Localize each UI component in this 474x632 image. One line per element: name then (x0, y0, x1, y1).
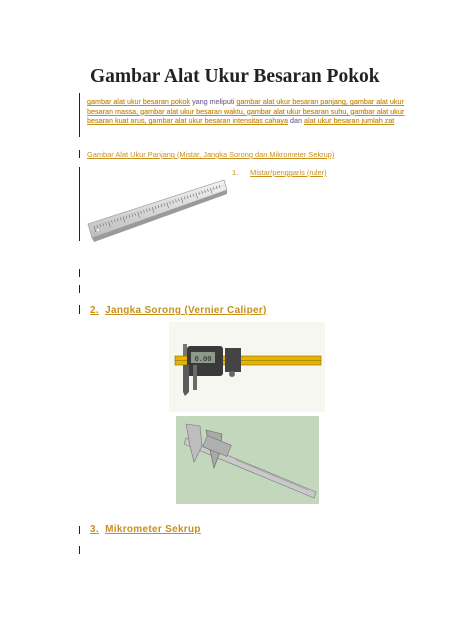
section-2-link[interactable]: Jangka Sorong (Vernier Caliper) (105, 305, 267, 316)
page-title: Gambar Alat Ukur Besaran Pokok (90, 66, 380, 87)
margin-bar (79, 150, 80, 158)
link-besaran-kuat-arus[interactable]: gambar alat ukur besaran kuat arus (87, 106, 405, 126)
svg-text:0.00: 0.00 (194, 355, 212, 363)
section-3-link[interactable]: Mikrometer Sekrup (105, 524, 201, 535)
link-besaran-massa[interactable]: gambar alat ukur besaran massa (87, 97, 404, 116)
ruler-link[interactable]: Mistar/penggaris (ruler) (250, 168, 327, 177)
connector-comma: , (345, 97, 350, 106)
connector-comma: , (346, 106, 351, 116)
link-alat-ukur-besaran-pokok[interactable]: gambar alat ukur besaran pokok (87, 97, 191, 106)
connector-text: dan (288, 116, 304, 126)
connector-comma: , (144, 116, 149, 126)
margin-bar (79, 285, 80, 293)
section-number: 2. (90, 305, 99, 316)
link-besaran-intensitas-cahaya[interactable]: gambar alat ukur besaran intensitas cahaya (148, 116, 288, 126)
margin-bar (79, 305, 80, 314)
vernier-caliper-image (176, 416, 319, 504)
connector-text: yang meliputi (190, 97, 237, 106)
margin-bar (79, 269, 80, 277)
link-besaran-jumlah-zat[interactable]: alat ukur besaran jumlah zat (304, 116, 395, 126)
margin-bar (79, 546, 80, 554)
list-item-ruler (232, 168, 327, 177)
intro-paragraph (87, 97, 413, 126)
subheading-link[interactable]: Gambar Alat Ukur Panjang (Mistar, Jangka Sorong dan Mikrometer Sekrup) (87, 150, 335, 159)
link-besaran-panjang[interactable]: gambar alat ukur besaran panjang (236, 97, 346, 106)
connector-comma: , (242, 106, 247, 116)
link-besaran-suhu[interactable]: gambar alat ukur besaran suhu (246, 106, 347, 116)
ruler-image (86, 172, 228, 246)
link-besaran-waktu[interactable]: gambar alat ukur besaran waktu (140, 106, 243, 116)
margin-bar (79, 526, 80, 534)
connector-comma: , (136, 106, 141, 116)
section-2-heading (90, 305, 267, 316)
item-number: 1. (232, 168, 239, 177)
section-number: 3. (90, 524, 99, 535)
section-3-heading (90, 524, 201, 535)
margin-bar (79, 167, 80, 241)
digital-caliper-image (169, 322, 325, 412)
margin-bar (79, 93, 80, 137)
